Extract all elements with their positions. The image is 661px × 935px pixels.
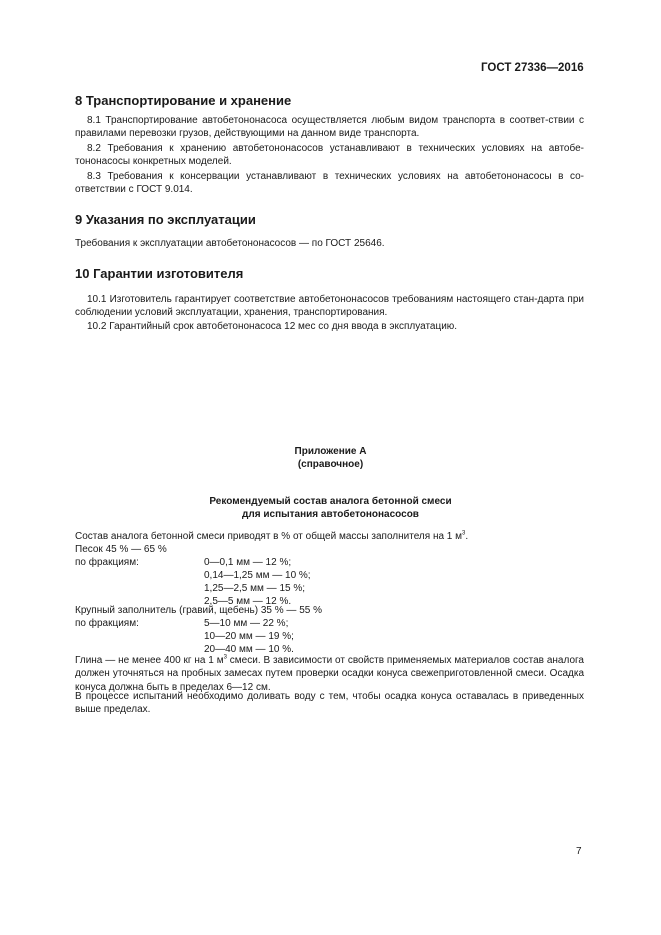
sand-fraction-4: 2,5—5 мм — 12 %.: [204, 596, 292, 607]
section-8-title: 8 Транспортирование и хранение: [75, 93, 292, 108]
paragraph-9: Требования к эксплуатации автобетононасосов — по ГОСТ 25646.: [75, 238, 385, 249]
paragraph-8-3: 8.3 Требования к консервации устанавливают в технических условиях на автобетононасосы в со-ответствии с ГОСТ 9.014.: [75, 171, 584, 196]
coarse-fraction-3: 20—40 мм — 10 %.: [204, 644, 294, 655]
appendix-type: (справочное): [297, 459, 364, 470]
sand-fraction-3: 1,25—2,5 мм — 15 %;: [204, 583, 306, 594]
appendix-label: Приложение А: [294, 446, 367, 457]
paragraph-8-1: 8.1 Транспортирование автобетононасоса осуществляется любым видом транспорта в соответ-ствии с правилами перевозки грузов, действующими на данном виде транспорта.: [75, 115, 584, 140]
section-9-title: 9 Указания по эксплуатации: [75, 212, 256, 227]
coarse-fractions-label: по фракциям:: [75, 618, 139, 629]
clay-paragraph: Глина — не менее 400 кг на 1 $м^3$ смеси. В зависимости от свойств применяемых материалов состав аналога должен уточняться на пробных замесах путем проверки осадки конуса свежеприготовленной смеси. Осадка конуса должна быть в пределах 6—12 см.: [75, 654, 584, 693]
sand-fraction-1: 0—0,1 мм — 12 %;: [204, 557, 292, 568]
section-10-title: 10 Гарантии изготовителя: [75, 266, 244, 281]
appendix-intro: Состав аналога бетонной смеси приводят в % от общей массы заполнителя на 1 $м^3$.: [75, 530, 469, 542]
appendix-title-line1: Рекомендуемый состав аналога бетонной смеси: [209, 496, 452, 507]
coarse-fraction-2: 10—20 мм — 19 %;: [204, 631, 294, 642]
sand-fractions-label: по фракциям:: [75, 557, 139, 568]
paragraph-10-1: 10.1 Изготовитель гарантирует соответствие автобетононасосов требованиям настоящего стан-дарта при соблюдении условий эксплуатации, хранения, транспортирования.: [75, 294, 584, 319]
appendix-title-line2: для испытания автобетононасосов: [242, 509, 419, 520]
paragraph-8-2: 8.2 Требования к хранению автобетононасосов устанавливают в технических условиях на автобе-тононасосы конкретных моделей.: [75, 143, 584, 168]
paragraph-10-2: 10.2 Гарантийный срок автобетононасоса 12 мес со дня ввода в эксплуатацию.: [87, 321, 458, 332]
coarse-fraction-1: 5—10 мм — 22 %;: [204, 618, 289, 629]
sand-line: Песок 45 % — 65 %: [75, 544, 167, 555]
document-header: ГОСТ 27336—2016: [481, 62, 584, 74]
sand-fraction-2: 0,14—1,25 мм — 10 %;: [204, 570, 311, 581]
testing-note: В процессе испытаний необходимо доливать воду с тем, чтобы осадка конуса оставалась в приведенных выше пределах.: [75, 691, 584, 716]
coarse-line: Крупный заполнитель (гравий, щебень) 35 % — 55 %: [75, 605, 322, 616]
page-number: 7: [576, 846, 582, 857]
